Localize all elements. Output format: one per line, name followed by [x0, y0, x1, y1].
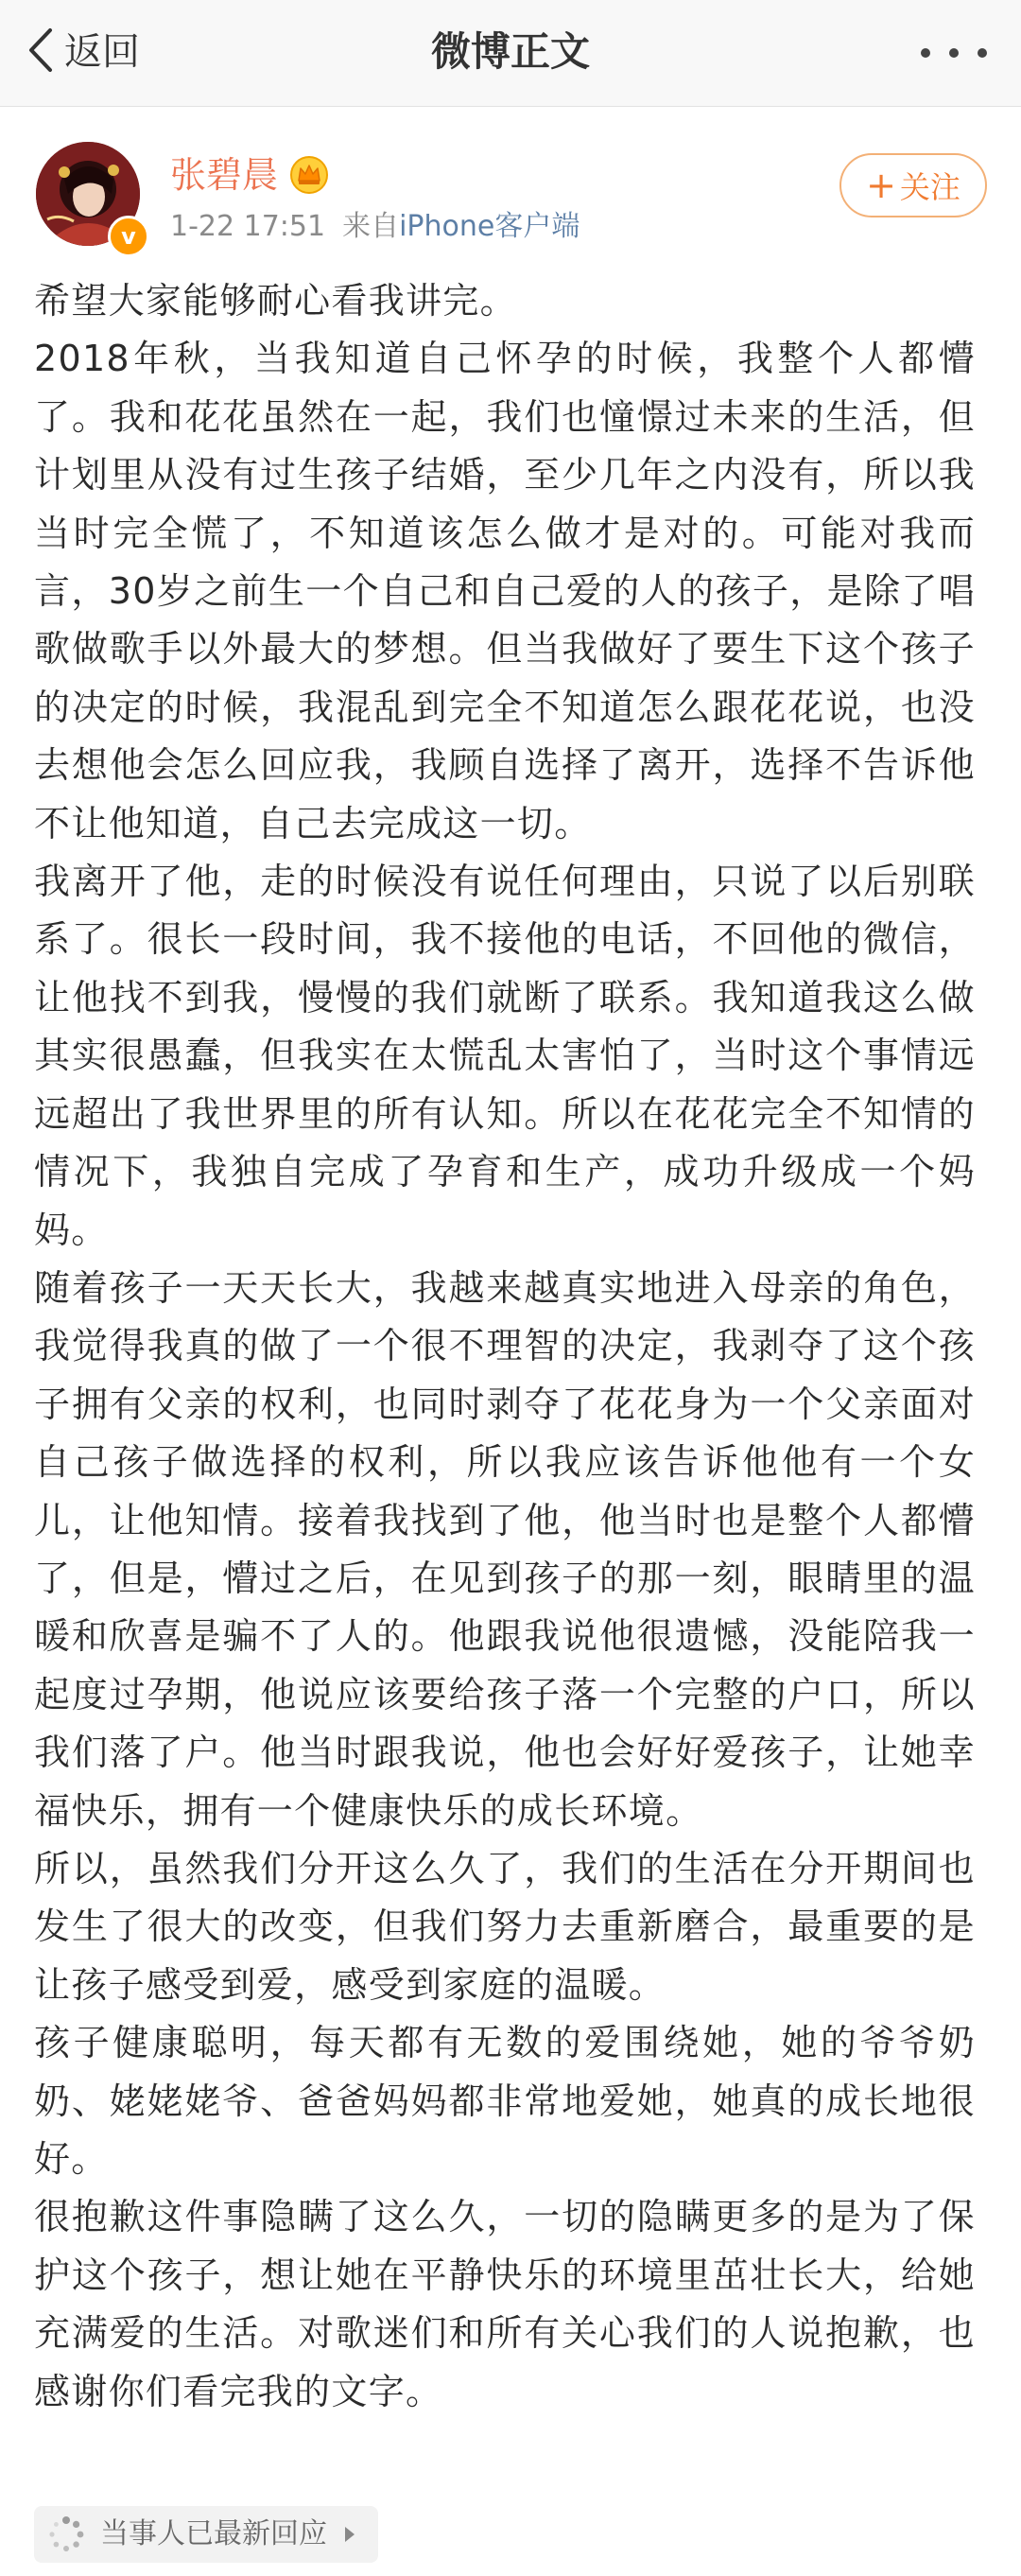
post-paragraph: 所以，虽然我们分开这么久了，我们的生活在分开期间也发生了很大的改变，但我们努力去重新磨合，最重要的是让孩子感受到爱，感受到家庭的温暖。 [34, 1847, 976, 2006]
page-title: 微博正文 [430, 28, 590, 75]
verified-badge-icon: v [108, 216, 149, 257]
author-name[interactable]: 张碧晨 [170, 154, 279, 196]
post-header [0, 132, 1021, 255]
more-dots-icon[interactable] [921, 34, 987, 72]
post-paragraph: 孩子健康聪明，每天都有无数的爱围绕她，她的爷爷奶奶、姥姥姥爷、爸爸妈妈都非常地爱她，她真的成长地很好。 [34, 2022, 976, 2180]
plus-icon: + [866, 165, 896, 206]
latest-response-label: 当事人已最新回应 [100, 2517, 327, 2550]
post-timestamp: 1-22 17:51 [170, 210, 326, 243]
back-label: 返回 [64, 30, 140, 74]
follow-label: 关注 [899, 169, 960, 205]
loading-spinner-icon [47, 2515, 85, 2553]
post-paragraph: 2018年秋，当我知道自己怀孕的时候，我整个人都懵了。我和花花虽然在一起，我们也憧憬过未来的生活，但计划里从没有过生孩子结婚，至少几年之内没有，所以我当时完全慌了，不知道该怎么做才是对的。可能对我而言，30岁之前生一个自己和自己爱的人的孩子，是除了唱歌做歌手以外最大的梦想。但当我做好了要生下这个孩子的决定的时候，我混乱到完全不知道怎么跟花花说，也没去想他会怎么回应我，我顾自选择了离开，选择不告诉他不让他知道，自己去完成这一切。 [34, 338, 976, 844]
source-client[interactable]: iPhone客户端 [399, 210, 580, 243]
post-paragraph: 我离开了他，走的时候没有说任何理由，只说了以后别联系了。很长一段时间，我不接他的电话，不回他的微信，让他找不到我，慢慢的我们就断了联系。我知道我这么做其实很愚蠢，但我实在太慌乱太害怕了，当时这个事情远远超出了我世界里的所有认知。所以在花花完全不知情的情况下，我独自完成了孕育和生产，成功升级成一个妈妈。 [34, 861, 976, 1251]
post-paragraph: 很抱歉这件事隐瞒了这么久，一切的隐瞒更多的是为了保护这个孩子，想让她在平静快乐的环境里茁壮长大，给她充满爱的生活。对歌迷们和所有关心我们的人说抱歉，也感谢你们看完我的文字。 [34, 2196, 976, 2412]
post-paragraph: 希望大家能够耐心看我讲完。 [34, 280, 517, 322]
latest-response-link[interactable] [34, 2506, 378, 2563]
follow-button[interactable] [839, 153, 987, 218]
crown-icon [289, 155, 329, 195]
source-prefix: 来自 [342, 210, 400, 243]
post-meta [170, 208, 580, 246]
chevron-right-icon [342, 2524, 357, 2545]
top-nav-bar [0, 0, 1021, 107]
post-paragraph: 随着孩子一天天长大，我越来越真实地进入母亲的角色，我觉得我真的做了一个很不理智的决定，我剥夺了这个孩子拥有父亲的权利，也同时剥夺了花花身为一个父亲面对自己孩子做选择的权利，所以我应该告诉他他有一个女儿，让他知情。接着我找到了他，他当时也是整个人都懵了，但是，懵过之后，在见到孩子的那一刻，眼睛里的温暖和欣喜是骗不了人的。他跟我说他很遗憾，没能陪我一起度过孕期，他说应该要给孩子落一个完整的户口，所以我们落了户。他当时跟我说，他也会好好爱孩子，让她幸福快乐，拥有一个健康快乐的成长环境。 [34, 1266, 976, 1832]
post-body [34, 272, 976, 2421]
